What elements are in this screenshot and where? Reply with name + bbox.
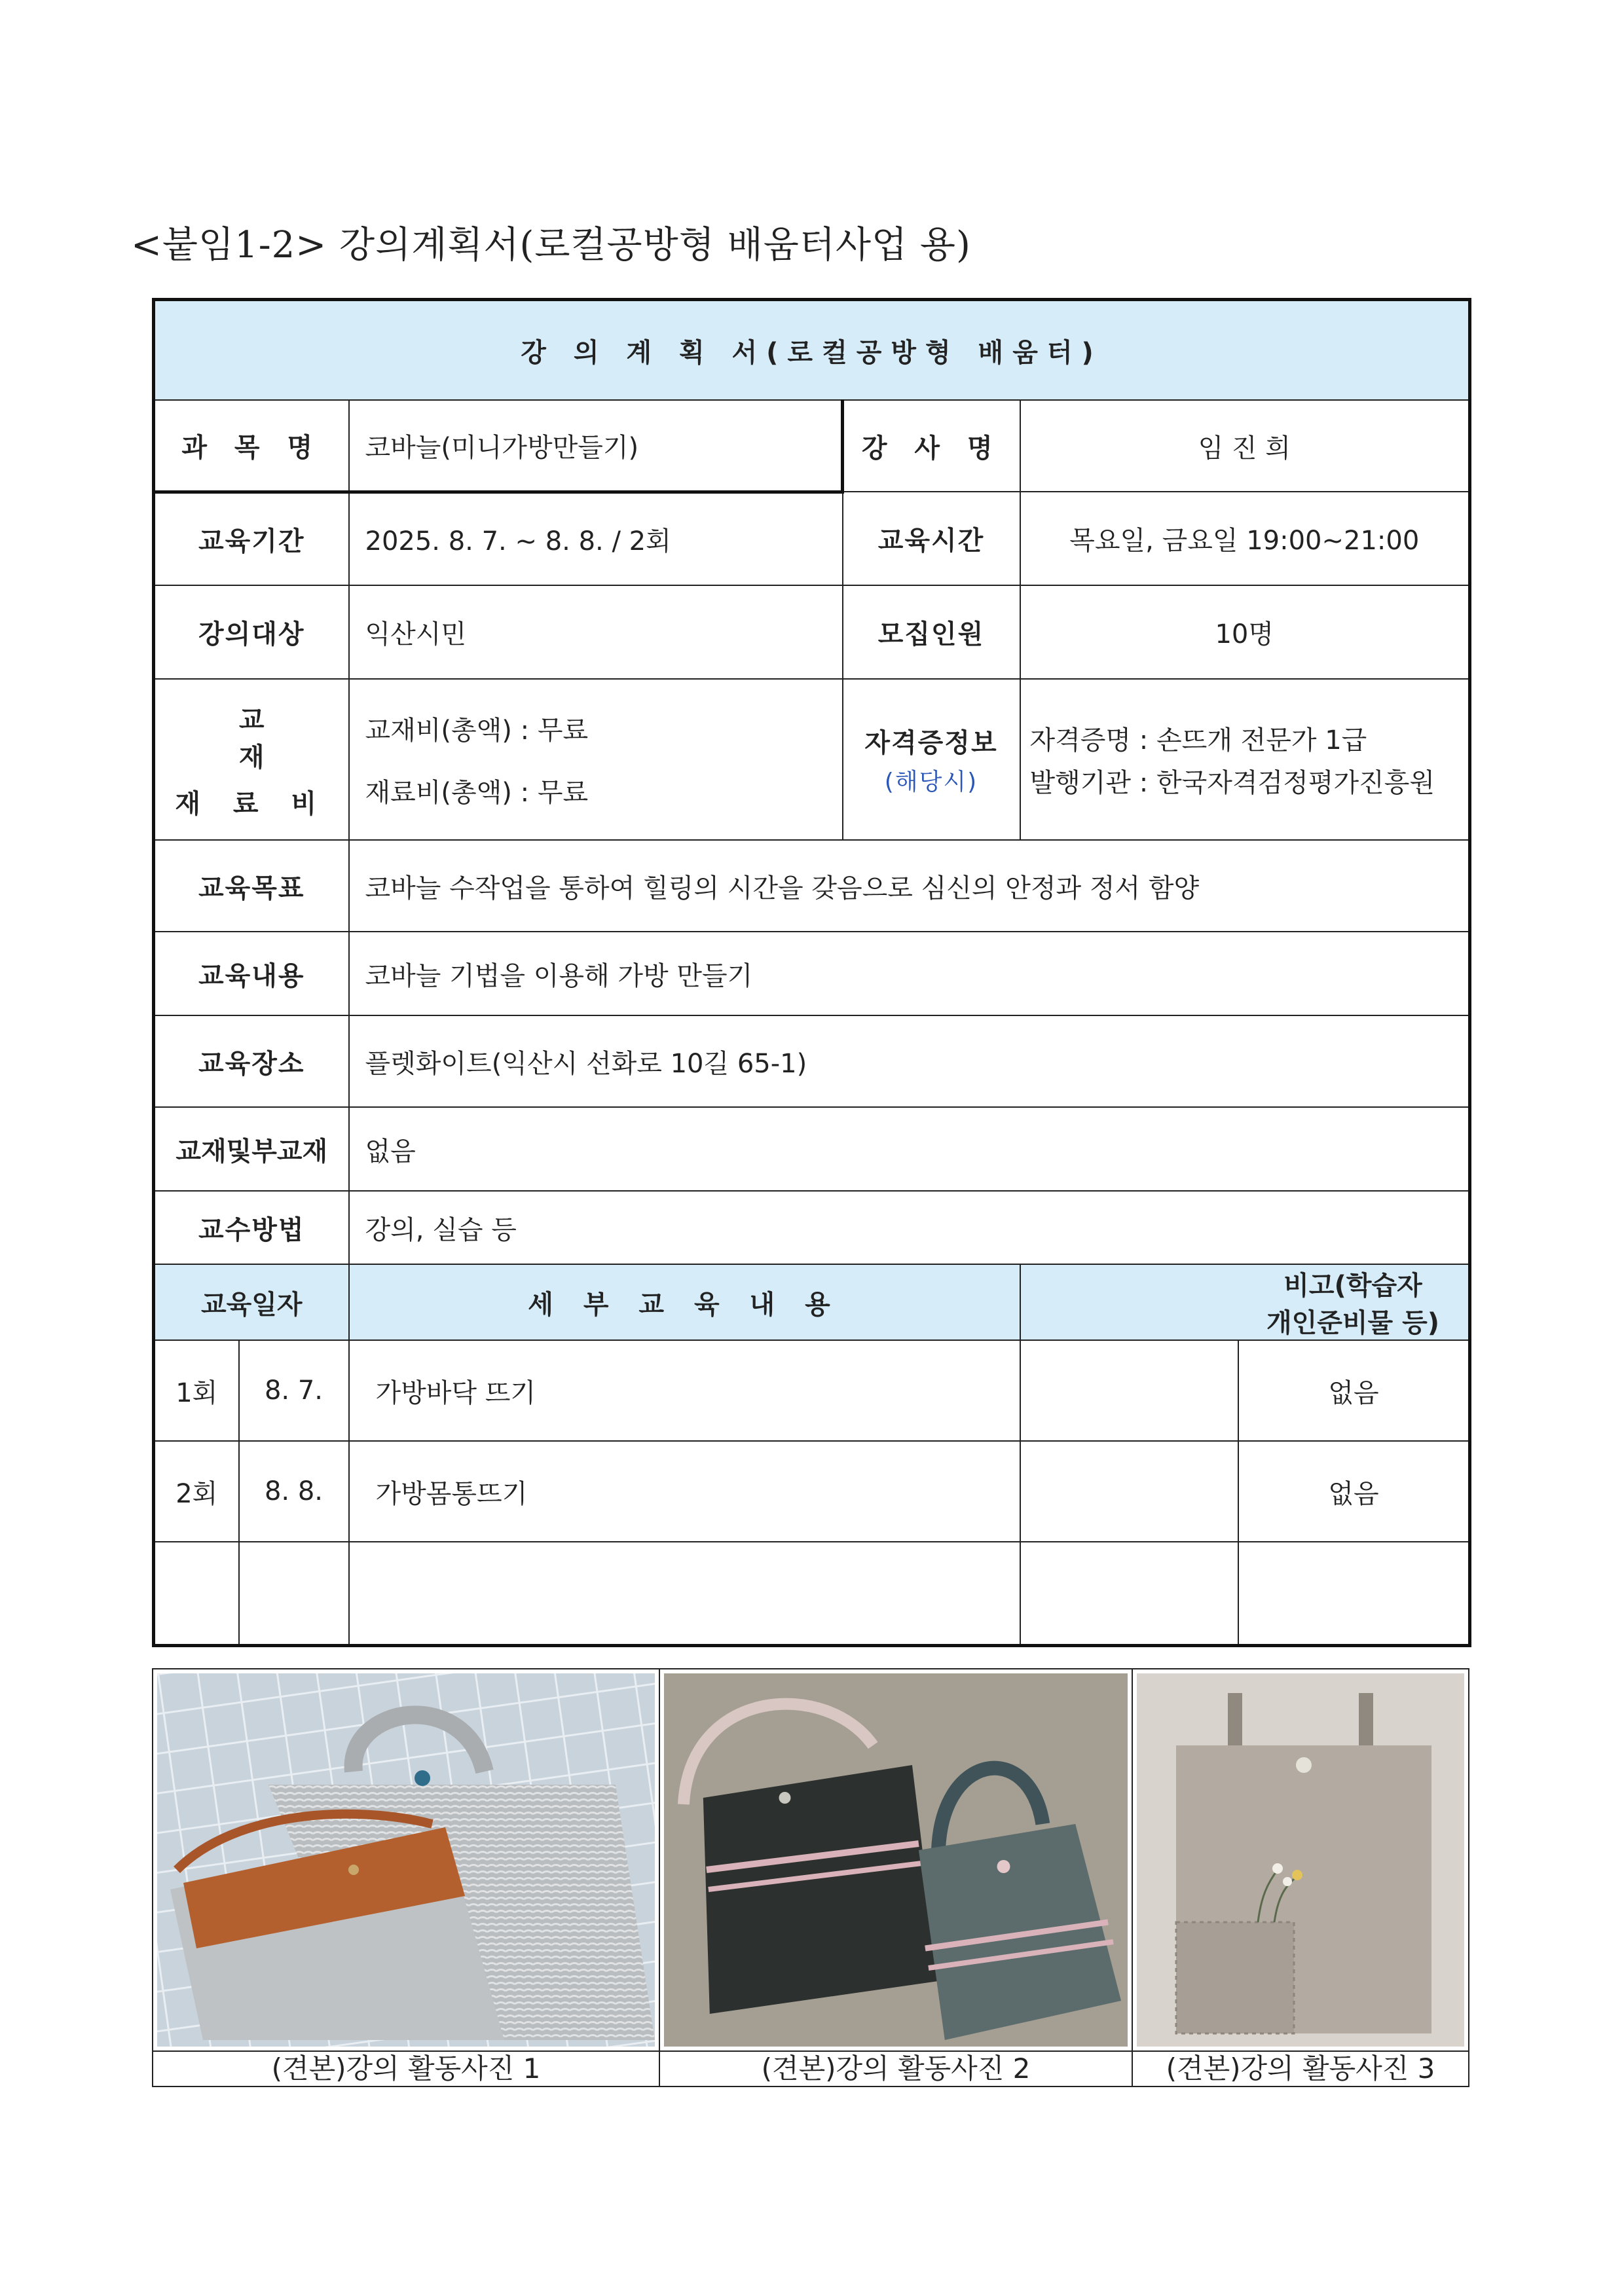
schedule-date: 8. 8. [239,1441,349,1542]
course-label: 과 목 명 [154,400,349,492]
photo-crochet-bags-1 [157,1673,655,2047]
schedule-header-note [1020,1264,1470,1340]
schedule-date [239,1542,349,1646]
method-label: 교수방법 [154,1191,349,1264]
photo-cell-1 [153,1669,659,2051]
attachment-title: <붙임1-2> 강의계획서(로컬공방형 배움터사업 용) [131,224,971,266]
location-label: 교육장소 [154,1015,349,1107]
content-label: 교육내용 [154,932,349,1015]
period-value: 2025. 8. 7. ~ 8. 8. / 2회 [349,492,843,585]
schedule-row [154,1441,1470,1542]
aids-label: 교재및부교재 [154,1107,349,1191]
schedule-session: 1회 [154,1340,239,1441]
course-value: 코바늘(미니가방만들기) [349,400,843,492]
schedule-header-note-line1: 비고(학습자 [1283,1271,1422,1301]
materials-cost-label [154,679,349,840]
schedule-detail: 가방몸통뜨기 [349,1441,1020,1542]
photo-crochet-bags-2 [664,1673,1128,2047]
instructor-value: 임 진 희 [1020,400,1470,492]
schedule-note: 없음 [1238,1442,1468,1541]
instructor-label: 강 사 명 [843,400,1020,492]
certificate-name: 자격증명 : 손뜨개 전문가 1급 [1029,725,1367,756]
schedule-note-cell [1020,1340,1470,1441]
target-value: 익산시민 [349,585,843,679]
target-label: 강의대상 [154,585,349,679]
photo-cell-3 [1132,1669,1469,2051]
schedule-header-detail: 세 부 교 육 내 용 [349,1264,1020,1340]
time-label: 교육시간 [843,492,1020,585]
schedule-note [1238,1542,1468,1644]
photo-caption-1: (견본)강의 활동사진 1 [153,2051,659,2086]
photo-cell-2 [659,1669,1132,2051]
certificate-issuer: 발행기관 : 한국자격검정평가진흥원 [1029,768,1435,798]
time-value: 목요일, 금요일 19:00~21:00 [1020,492,1470,585]
photo-table [152,1668,1469,2087]
photo-caption-3: (견본)강의 활동사진 3 [1132,2051,1469,2086]
schedule-header-note-line2: 개인준비물 등) [1266,1308,1440,1338]
schedule-note-cell [1020,1441,1470,1542]
materials-cost-label-line1: 교 재 [238,704,330,773]
schedule-row [154,1542,1470,1646]
materials-cost-value [349,679,843,840]
capacity-label: 모집인원 [843,585,1020,679]
schedule-date: 8. 7. [239,1340,349,1441]
period-label: 교육기간 [154,492,349,585]
schedule-row [154,1340,1470,1441]
certificate-label-text: 자격증정보 [864,728,998,758]
schedule-detail: 가방바닥 뜨기 [349,1340,1020,1441]
schedule-note-cell [1020,1542,1470,1646]
schedule-session [154,1542,239,1646]
photo-caption-2: (견본)강의 활동사진 2 [659,2051,1132,2086]
capacity-value: 10명 [1020,585,1470,679]
aids-value: 없음 [349,1107,1470,1191]
schedule-session: 2회 [154,1441,239,1542]
materials-cost-label-line2: 재 료 비 [175,788,329,819]
textbook-fee: 교재비(총액) : 무료 [365,716,589,746]
goal-label: 교육목표 [154,840,349,932]
location-value: 플렛화이트(익산시 선화로 10길 65-1) [349,1015,1470,1107]
certificate-label [843,679,1020,840]
certificate-label-note: (해당시) [884,769,978,795]
goal-value: 코바늘 수작업을 통하여 힐링의 시간을 갖음으로 심신의 안정과 정서 함양 [349,840,1470,932]
lecture-plan-table [152,298,1471,1647]
schedule-detail [349,1542,1020,1646]
method-value: 강의, 실습 등 [349,1191,1470,1264]
photo-felt-bag-3 [1137,1673,1464,2047]
content-value: 코바늘 기법을 이용해 가방 만들기 [349,932,1470,1015]
banner-title: 강 의 계 획 서(로컬공방형 배움터) [154,300,1470,401]
certificate-value [1020,679,1470,840]
schedule-note: 없음 [1238,1341,1468,1440]
material-fee: 재료비(총액) : 무료 [365,778,589,808]
schedule-header-date: 교육일자 [154,1264,349,1340]
